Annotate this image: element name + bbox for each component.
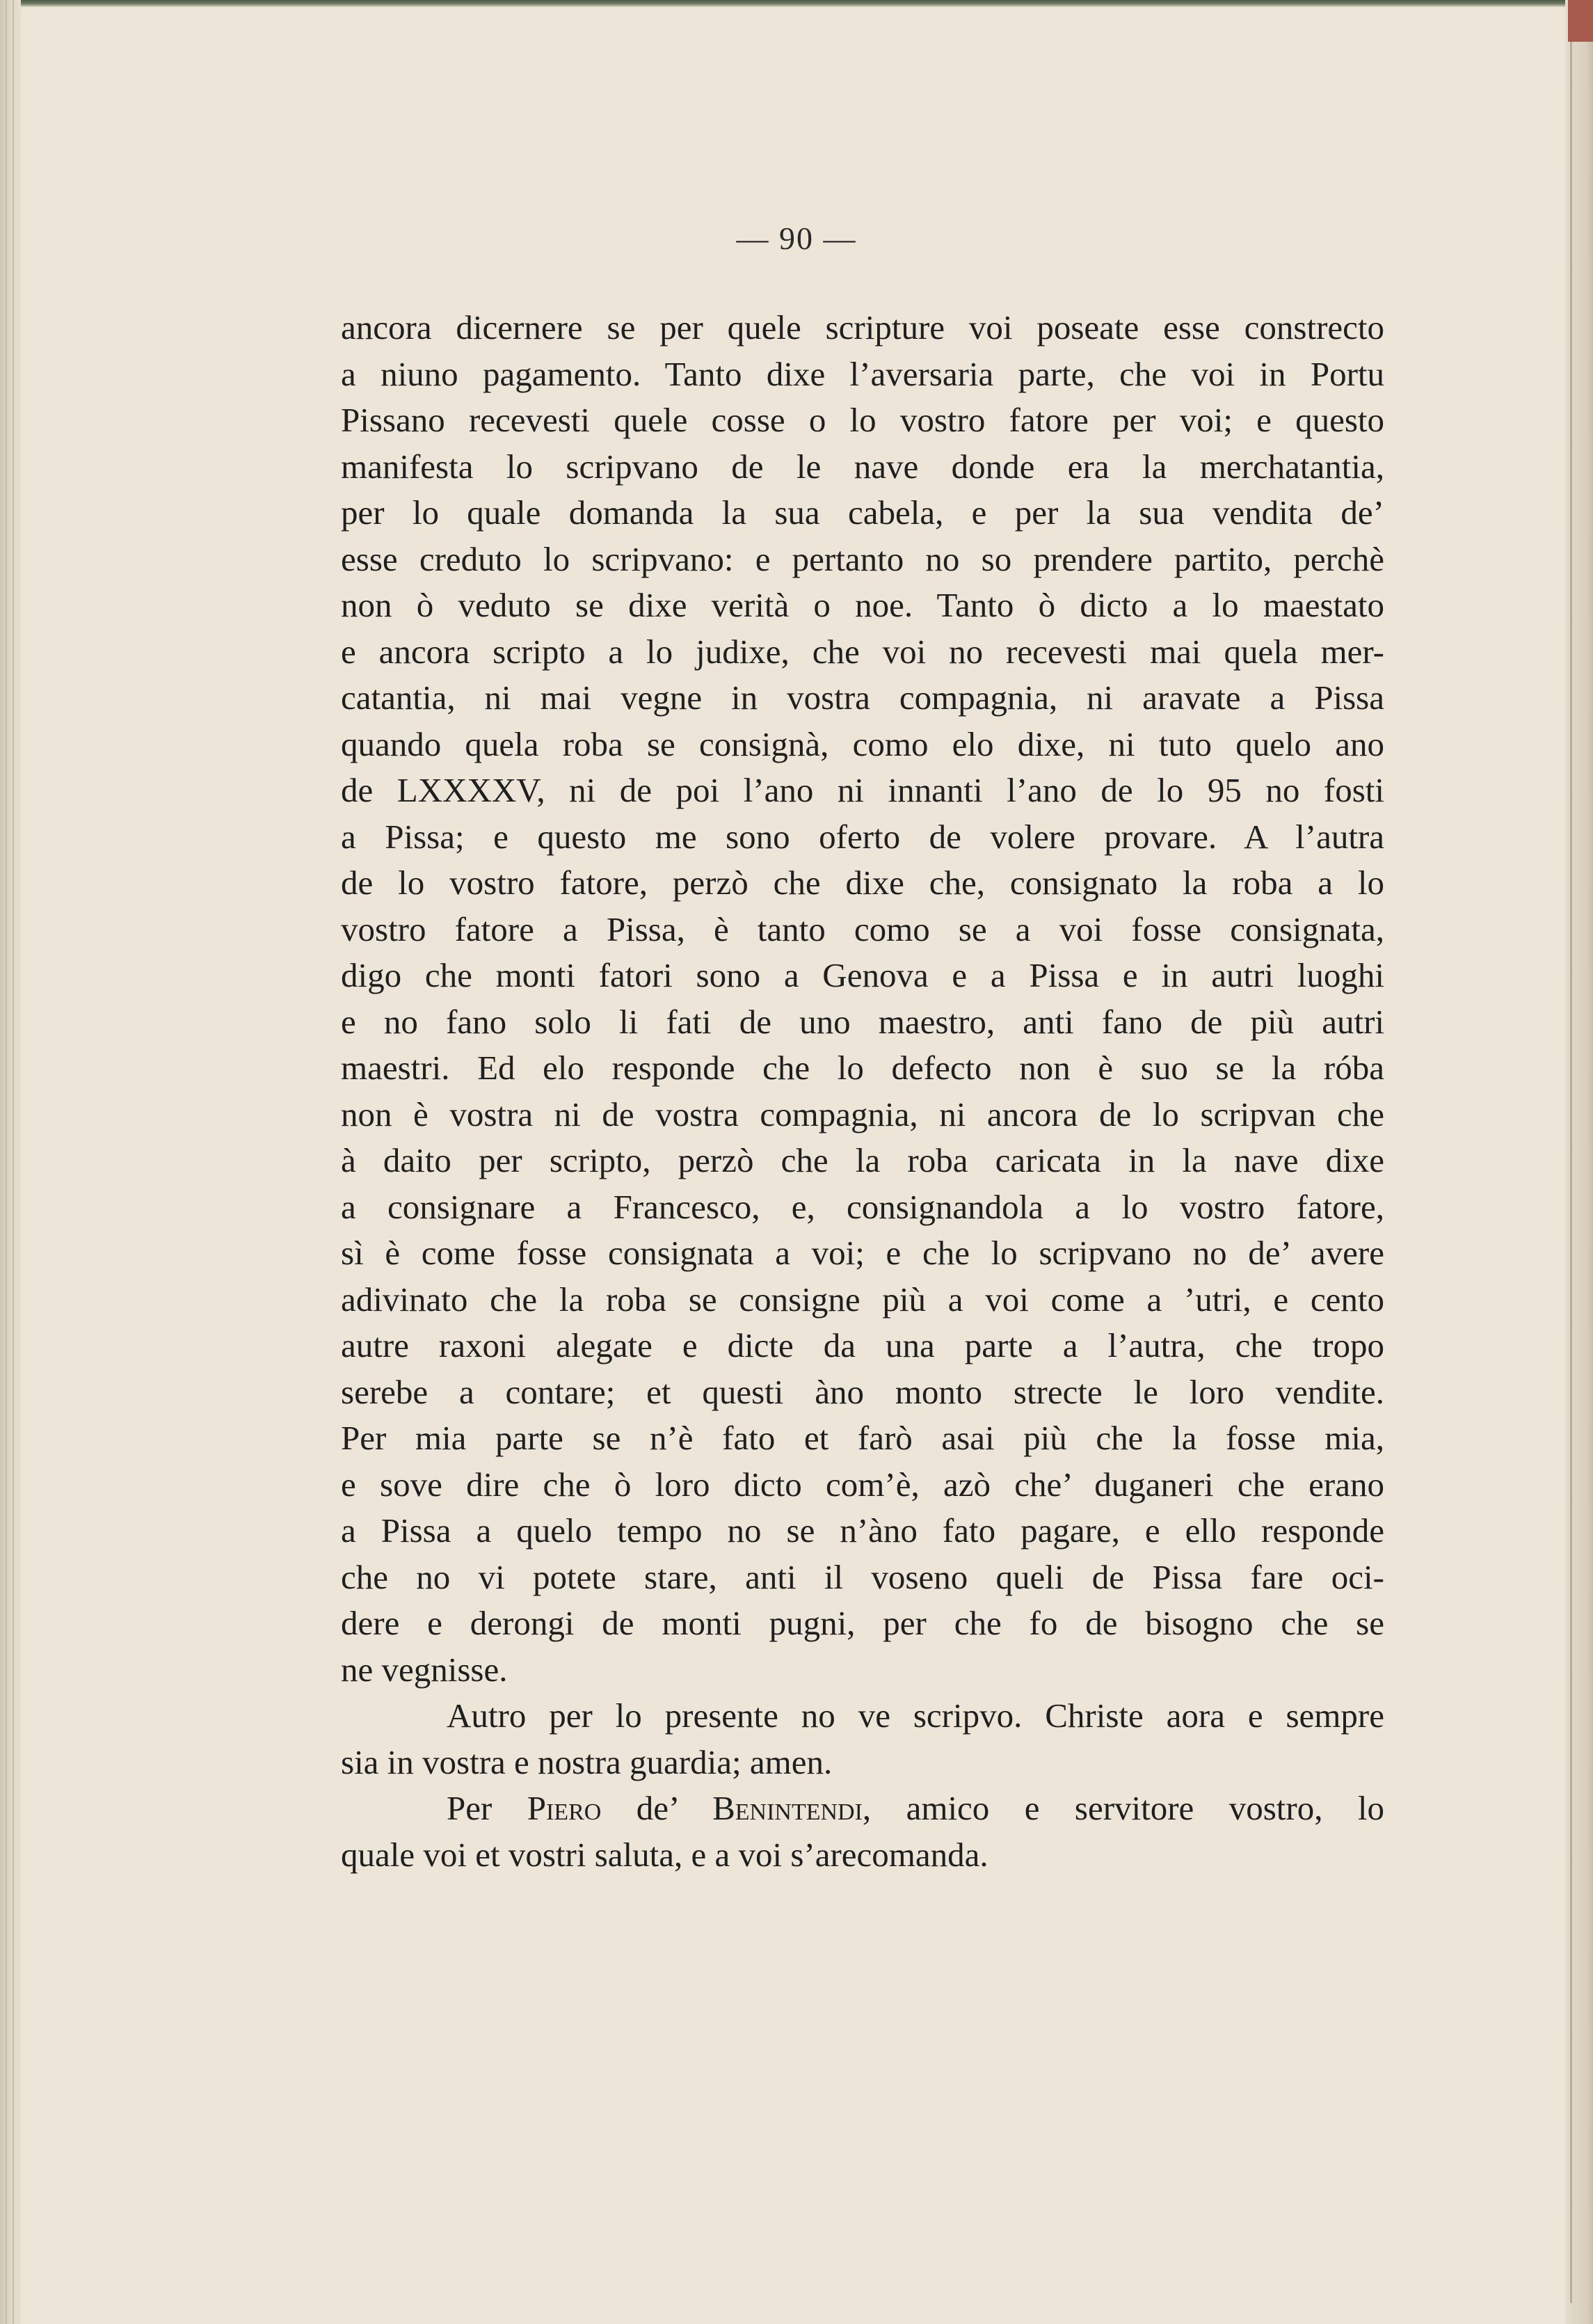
page-number: — 90 — <box>736 221 857 256</box>
text-line: quando quela roba se consignà, como elo dixe, ni tuto quelo ano <box>341 724 1384 763</box>
text-line: a Pissa a quelo tempo no se n’àno fato pagare, e ello responde <box>341 1511 1384 1550</box>
signature-prefix: Per <box>447 1789 527 1827</box>
text-line: ne vegnisse. <box>341 1650 508 1689</box>
text-line: catantia, ni mai vegne in vostra compagnia, ni aravate a Pissa <box>341 678 1384 717</box>
text-line: non ò veduto se dixe verità o noe. Tanto ò dicto a lo maestato <box>341 586 1384 624</box>
text-line: e no fano solo li fati de uno maestro, anti fano de più autri <box>341 1002 1384 1041</box>
text-line: e ancora scripto a lo judixe, che voi no recevesti mai quela mer- <box>341 632 1384 671</box>
text-line: che no vi potete stare, anti il voseno queli de Pissa fare oci- <box>341 1557 1384 1596</box>
text-line: a consignare a Francesco, e, consignandola a lo vostro fatore, <box>341 1187 1384 1226</box>
text-line: Per mia parte se n’è fato et farò asai più che la fosse mia, <box>341 1419 1384 1457</box>
text-line: adivinato che la roba se consigne più a voi come a ’utri, e cento <box>341 1280 1384 1319</box>
corner-mark <box>1568 0 1593 42</box>
text-line: sì è come fosse consignata a voi; e che lo scripvano no de’ avere <box>341 1234 1384 1272</box>
text-line: de LXXXXV, ni de poi l’ano ni innanti l’ano de lo 95 no fosti <box>341 771 1384 809</box>
signature-mid: de’ <box>601 1789 713 1827</box>
closing-line: Autro per lo presente no ve scripvo. Christe aora e sempre <box>447 1696 1384 1735</box>
text-line: vostro fatore a Pissa, è tanto como se a voi fosse consignata, <box>341 909 1384 948</box>
right-page-edge <box>1565 0 1593 2324</box>
text-line: ancora dicernere se per quele scripture voi poseate esse constrecto <box>341 308 1384 347</box>
signature-name: Piero <box>527 1789 602 1827</box>
text-line: e sove dire che ò loro dicto com’è, azò che’ duganeri che erano <box>341 1465 1384 1504</box>
text-line: digo che monti fatori sono a Genova e a Pissa e in autri luoghi <box>341 956 1384 994</box>
text-line: manifesta lo scripvano de le nave donde era la merchatantia, <box>341 447 1384 486</box>
left-gutter <box>0 0 21 2324</box>
text-line: non è vostra ni de vostra compagnia, ni ancora de lo scripvan che <box>341 1095 1384 1133</box>
right-edge-line <box>1570 21 1572 2303</box>
text-line: à daito per scripto, perzò che la roba caricata in la nave dixe <box>341 1141 1384 1179</box>
text-line: de lo vostro fatore, perzò che dixe che, consignato la roba a lo <box>341 863 1384 902</box>
gutter-line <box>13 0 14 2324</box>
closing-line: quale voi et vostri saluta, e a voi s’arecomanda. <box>341 1835 988 1874</box>
letter-body <box>341 305 1384 1878</box>
signature-suffix: , amico e servitore vostro, lo <box>862 1789 1384 1827</box>
text-line: dere e derongi de monti pugni, per che fo de bisogno che se <box>341 1604 1384 1642</box>
text-line: per lo quale domanda la sua cabela, e per la sua vendita de’ <box>341 493 1384 532</box>
text-line: a niuno pagamento. Tanto dixe l’aversaria parte, che voi in Portu <box>341 354 1384 393</box>
text-line: autre raxoni alegate e dicte da una parte a l’autra, che tropo <box>341 1326 1384 1364</box>
text-line: Pissano recevesti quele cosse o lo vostro fatore per voi; e questo <box>341 401 1384 439</box>
signature-line <box>341 1785 1384 1832</box>
text-line: serebe a contare; et questi àno monto strecte le loro vendite. <box>341 1372 1384 1411</box>
closing-line: sia in vostra e nostra guardia; amen. <box>341 1742 833 1781</box>
text-line: esse creduto lo scripvano: e pertanto no so prendere partito, perchè <box>341 539 1384 578</box>
text-line: maestri. Ed elo responde che lo defecto non è suo se la róba <box>341 1049 1384 1087</box>
gutter-line <box>6 0 7 2324</box>
signature-surname: Benintendi <box>712 1789 863 1827</box>
top-binding-strip <box>0 0 1593 7</box>
text-line: a Pissa; e questo me sono oferto de volere provare. A l’autra <box>341 817 1384 856</box>
